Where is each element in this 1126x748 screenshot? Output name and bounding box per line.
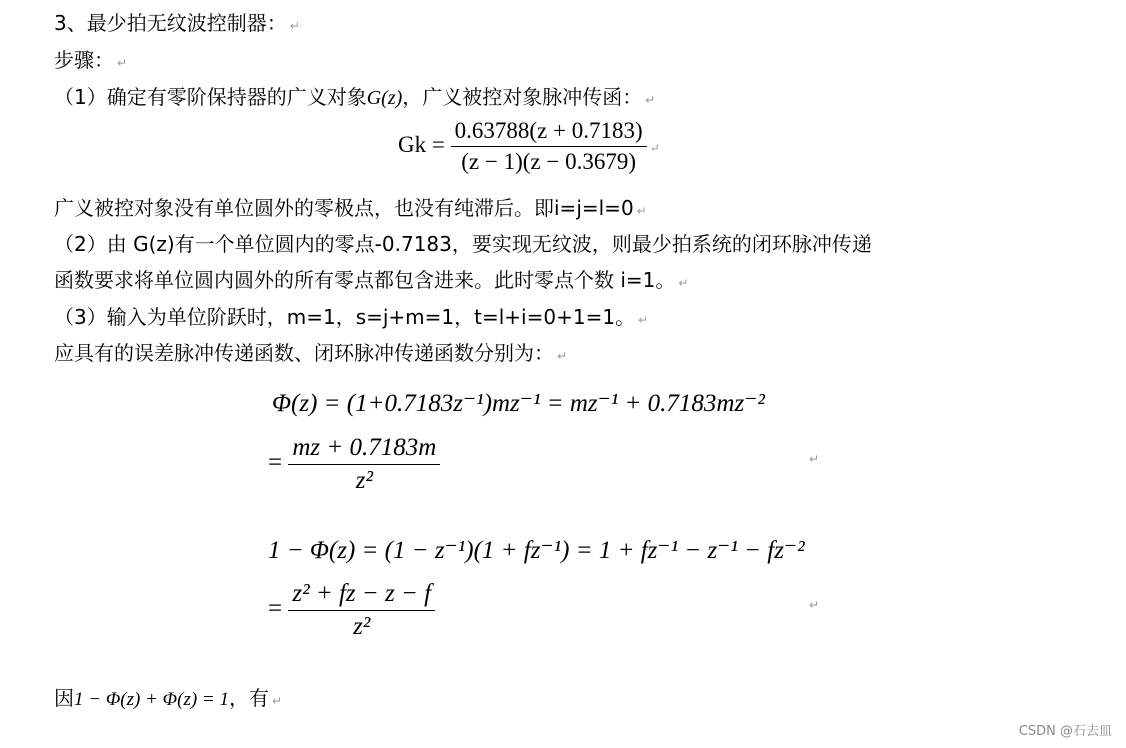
csdn-watermark: CSDN @石去皿 (1018, 724, 1112, 739)
gk-lhs: Gk (398, 131, 427, 157)
phi-equation-line-1: Φ(z) = (1+0.7183z⁻¹)mz⁻¹ = mz⁻¹ + 0.7183mz⁻² (272, 390, 765, 417)
step-3-text: （3）输入为单位阶跃时，m=1，s=j+m=1，t=l+i=0+1=1。 ↵ (54, 305, 649, 329)
conclusion-line: 因1 − Φ(z) + Φ(z) = 1，有 ↵ (54, 686, 283, 710)
paragraph-mark-icon: ↵ (117, 56, 128, 70)
section-heading: 3、最少拍无纹波控制器： ↵ (54, 11, 300, 35)
paragraph-mark-icon: ↵ (638, 313, 649, 327)
step-2-line-1: （2）由 G(z)有一个单位圆内的零点-0.7183，要实现无纹波，则最少拍系统的闭环脉冲传递 (54, 232, 872, 256)
paragraph-mark-icon: ↵ (645, 93, 656, 107)
step-2-line-2: 函数要求将单位圆内圆外的所有零点都包含进来。此时零点个数 i=1。 ↵ (54, 268, 689, 292)
paragraph-mark-icon: ↵ (636, 204, 647, 218)
phi-denominator: z² (355, 467, 373, 494)
gk-equation (398, 118, 660, 175)
paragraph-mark-icon: ↵ (557, 349, 568, 363)
phi-equation-line-2 (268, 434, 440, 495)
phi-numerator: mz + 0.7183m (288, 434, 440, 465)
one-minus-phi-equation-line-1: 1 − Φ(z) = (1 − z⁻¹)(1 + fz⁻¹) = 1 + fz⁻¹ − z⁻¹ − fz⁻² (268, 537, 805, 564)
paragraph-mark-icon: ↵ (272, 694, 283, 708)
gk-denominator: (z − 1)(z − 0.3679) (461, 149, 636, 174)
one-minus-phi-numerator: z² + fz − z − f (288, 580, 435, 611)
note-no-zeros-poles: 广义被控对象没有单位圆外的零极点，也没有纯滞后。即i=j=l=0 ↵ (54, 196, 647, 220)
g-of-z-symbol: G(z) (366, 87, 403, 109)
step-1-text: （1）确定有零阶保持器的广义对象G(z)，广义被控对象脉冲传函： ↵ (54, 85, 656, 109)
identity-equation: 1 − Φ(z) + Φ(z) = 1 (74, 689, 229, 710)
gk-fraction (451, 118, 647, 175)
one-minus-phi-denominator: z² (353, 613, 371, 640)
note-transfer-functions: 应具有的误差脉冲传递函数、闭环脉冲传递函数分别为： ↵ (54, 341, 568, 365)
phi-fraction (288, 434, 440, 495)
equals-sign: = (268, 595, 283, 623)
one-minus-phi-fraction (288, 580, 435, 641)
one-minus-phi-equation-line-2 (268, 580, 435, 641)
paragraph-mark-icon: ↵ (649, 140, 660, 155)
equals-sign: = (431, 131, 445, 157)
paragraph-mark-icon: ↵ (809, 598, 820, 612)
paragraph-mark-icon: ↵ (809, 452, 820, 466)
equals-sign: = (268, 449, 283, 477)
steps-label: 步骤： ↵ (54, 48, 128, 72)
gk-numerator: 0.63788(z + 0.7183) (451, 118, 647, 147)
paragraph-mark-icon: ↵ (289, 19, 300, 33)
paragraph-mark-icon: ↵ (678, 276, 689, 290)
